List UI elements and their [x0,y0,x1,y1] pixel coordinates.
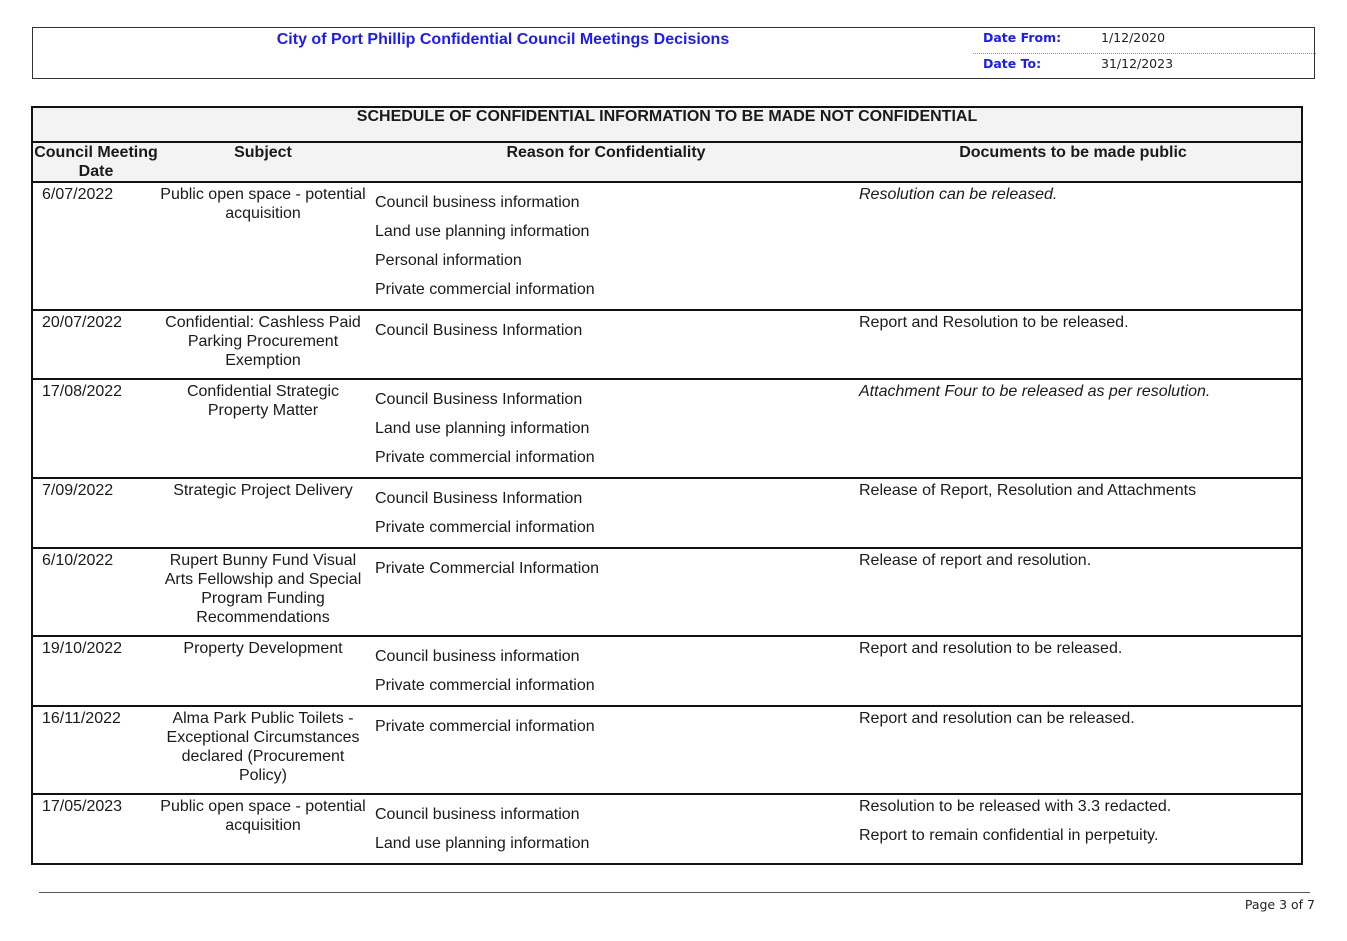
subject: Confidential: Cashless Paid Parking Procurement Exemption [159,310,367,379]
reason-item: Council Business Information [375,490,583,507]
documents-cell [845,794,1302,864]
meeting-date: 7/09/2022 [32,478,159,548]
documents-text: Report and Resolution to be released. [859,314,1129,331]
table-row [32,478,1302,548]
schedule-title: SCHEDULE OF CONFIDENTIAL INFORMATION TO BE MADE NOT CONFIDENTIAL [32,107,1302,142]
documents-cell [845,636,1302,706]
subject: Strategic Project Delivery [159,478,367,548]
schedule-title-row [32,107,1302,142]
column-header-row [32,142,1302,182]
documents-text: Release of report and resolution. [859,552,1092,569]
reason-cell [367,379,845,478]
reason-item: Private commercial information [375,519,595,536]
report-title: City of Port Phillip Confidential Council Meetings Decisions [276,31,730,48]
meeting-date: 16/11/2022 [32,706,159,794]
reason-item: Land use planning information [375,223,590,240]
documents-text: Release of Report, Resolution and Attachments [859,482,1197,499]
meeting-date: 19/10/2022 [32,636,159,706]
documents-text: Report and resolution to be released. [859,640,1123,657]
subject: Alma Park Public Toilets - Exceptional Circumstances declared (Procurement Policy) [159,706,367,794]
reason-cell [367,182,845,310]
subject: Public open space - potential acquisition [160,798,366,834]
header-divider [973,53,1316,54]
documents-cell [845,379,1302,478]
reason-item: Private commercial information [375,718,595,735]
date-from-value: 1/12/2020 [1101,30,1166,45]
reason-cell [367,636,845,706]
subject: Rupert Bunny Fund Visual Arts Fellowship and Special Program Funding Recommendations [159,548,367,636]
reason-cell [367,706,845,794]
reason-item: Council Business Information [375,391,583,408]
reason-item: Land use planning information [375,420,590,437]
documents-cell [845,310,1302,379]
table-row [32,182,1302,310]
table-row [32,379,1302,478]
reason-item: Private Commercial Information [375,560,600,577]
meeting-date: 17/05/2023 [42,798,123,815]
reason-item: Private commercial information [375,281,595,298]
meeting-date: 6/10/2022 [32,548,159,636]
documents-text: Resolution to be released with 3.3 redacted. [859,798,1172,815]
documents-text: Attachment Four to be released as per resolution. [859,383,1211,400]
meeting-date: 6/07/2022 [32,182,159,310]
reason-item: Council business information [375,648,580,665]
subject: Confidential Strategic Property Matter [159,379,367,478]
reason-item: Private commercial information [375,677,595,694]
subject: Public open space - potential acquisition [159,182,367,310]
schedule-table [31,106,1303,865]
reason-cell [367,478,845,548]
reason-item: Council business information [375,806,580,823]
date-to-label: Date To: [983,56,1042,71]
table-row [32,706,1302,794]
reason-item: Personal information [375,252,522,269]
documents-text: Resolution can be released. [859,186,1058,203]
report-header [32,27,1315,79]
documents-text: Report and resolution can be released. [859,710,1135,727]
reason-item: Council business information [375,194,580,211]
meeting-date: 17/08/2022 [32,379,159,478]
column-header-date: Council Meeting Date [32,142,159,182]
documents-text: Report to remain confidential in perpetuity. [859,827,1159,844]
table-row [32,636,1302,706]
reason-cell [367,794,845,864]
subject: Property Development [159,636,367,706]
documents-cell [845,706,1302,794]
footer-rule [39,892,1310,893]
column-header-reason: Reason for Confidentiality [367,142,845,182]
reason-cell [367,310,845,379]
reason-item: Council Business Information [375,322,583,339]
documents-cell [845,478,1302,548]
page-number: Page 3 of 7 [1244,897,1315,912]
reason-cell [367,548,845,636]
reason-item: Private commercial information [375,449,595,466]
column-header-documents: Documents to be made public [845,142,1302,182]
date-from-label: Date From: [983,30,1062,45]
table-row [32,548,1302,636]
table-row [32,794,1302,864]
meeting-date: 20/07/2022 [32,310,159,379]
date-to-value: 31/12/2023 [1101,56,1174,71]
documents-cell [845,182,1302,310]
documents-cell [845,548,1302,636]
column-header-subject: Subject [159,142,367,182]
table-row [32,310,1302,379]
reason-item: Land use planning information [375,835,590,852]
